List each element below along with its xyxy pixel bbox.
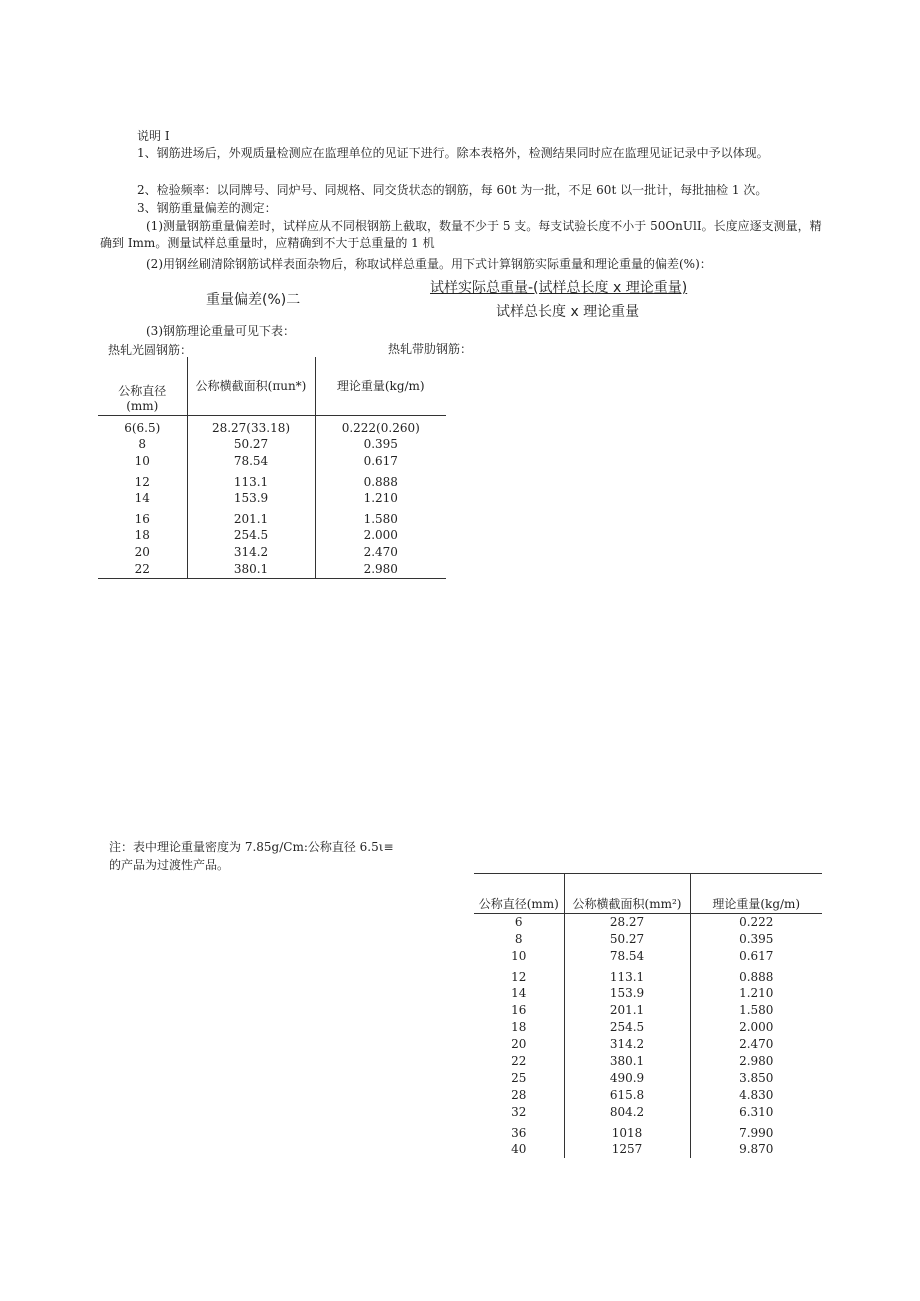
table-row: 40 1257 9.870 <box>474 1141 822 1158</box>
table-row: 10 78.54 0.617 <box>98 453 446 470</box>
table-row: 25 490.9 3.850 <box>474 1070 822 1087</box>
ribbed-bar-table <box>474 873 822 1158</box>
table-row: 20 314.2 2.470 <box>98 544 446 561</box>
note-paragraph-3: 3、钢筋重量偏差的测定： <box>137 201 277 215</box>
table-row: 18 254.5 2.000 <box>98 527 446 544</box>
footnote-line-1: 注：表中理论重量密度为 7.85g∕Cm:公称直径 6.5ι≡ <box>109 840 394 854</box>
table-row: 22 380.1 2.980 <box>98 561 446 579</box>
formula-lhs: 重量偏差(%)二 <box>206 292 301 308</box>
table-row: 28 615.8 4.830 <box>474 1087 822 1104</box>
table-row: 6(6.5) 28.27(33.18) 0.222(0.260) <box>98 416 446 436</box>
table-row: 14 153.9 1.210 <box>474 985 822 1002</box>
plain-bar-table <box>98 357 446 579</box>
table-row: 12 113.1 0.888 <box>98 470 446 490</box>
column-header: 理论重量(kg∕m) <box>315 357 446 416</box>
note-paragraph-2: 2、检验频率：以同牌号、同炉号、同规格、同交货状态的钢筋，每 60t 为一批，不足 60t 以一批计，每批抽检 1 次。 <box>137 183 768 197</box>
formula-numerator: 试样实际总重量-(试样总长度 x 理论重量) <box>430 280 688 296</box>
table-row: 20 314.2 2.470 <box>474 1036 822 1053</box>
table-row: 14 153.9 1.210 <box>98 490 446 507</box>
table-row: 32 804.2 6.310 <box>474 1104 822 1121</box>
table-row: 6 28.27 0.222 <box>474 914 822 932</box>
table-row: 16 201.1 1.580 <box>98 507 446 527</box>
column-header: 公称直径(mm) <box>98 357 187 416</box>
footnote-line-2: 的产品为过渡性产品。 <box>109 858 230 872</box>
notes-heading: 说明 I <box>137 129 170 143</box>
plain-bar-label: 热轧光圆钢筋： <box>108 343 193 357</box>
note-paragraph-1: 1、钢筋进场后，外观质量检测应在监理单位的见证下进行。除本表格外，检测结果同时应在监理见证记录中予以体现。 <box>137 146 769 160</box>
table-row: 18 254.5 2.000 <box>474 1019 822 1036</box>
table-row: 8 50.27 0.395 <box>98 436 446 453</box>
note-paragraph-5: (2)用钢丝刷清除钢筋试样表面杂物后，称取试样总重量。用下式计算钢筋实际重量和理论重量的偏差(%)： <box>146 257 712 271</box>
table-row: 12 113.1 0.888 <box>474 965 822 985</box>
formula-denominator: 试样总长度 x 理论重量 <box>496 304 640 320</box>
table-row: 8 50.27 0.395 <box>474 931 822 948</box>
table-row: 10 78.54 0.617 <box>474 948 822 965</box>
table-row: 36 1018 7.990 <box>474 1121 822 1141</box>
column-header: 公称直径(mm) <box>474 874 564 914</box>
column-header: 公称横截面积(πun*) <box>187 357 315 416</box>
note-paragraph-6: (3)钢筋理论重量可见下表： <box>146 324 295 338</box>
table-row: 22 380.1 2.980 <box>474 1053 822 1070</box>
note-paragraph-4: (1)测量钢筋重量偏差时，试样应从不同根钢筋上截取，数量不少于 5 支。每支试验长度不小于 50OnUlI。长度应逐支测量，精确到 Imm。测量试样总重量时，应精确到不大于总重量的 1 机 <box>100 219 822 250</box>
column-header: 公称横截面积(mm²) <box>564 874 690 914</box>
ribbed-bar-label: 热轧带肋钢筋： <box>388 342 473 356</box>
table-row: 16 201.1 1.580 <box>474 1002 822 1019</box>
column-header: 理论重量(kg∕m) <box>690 874 822 914</box>
